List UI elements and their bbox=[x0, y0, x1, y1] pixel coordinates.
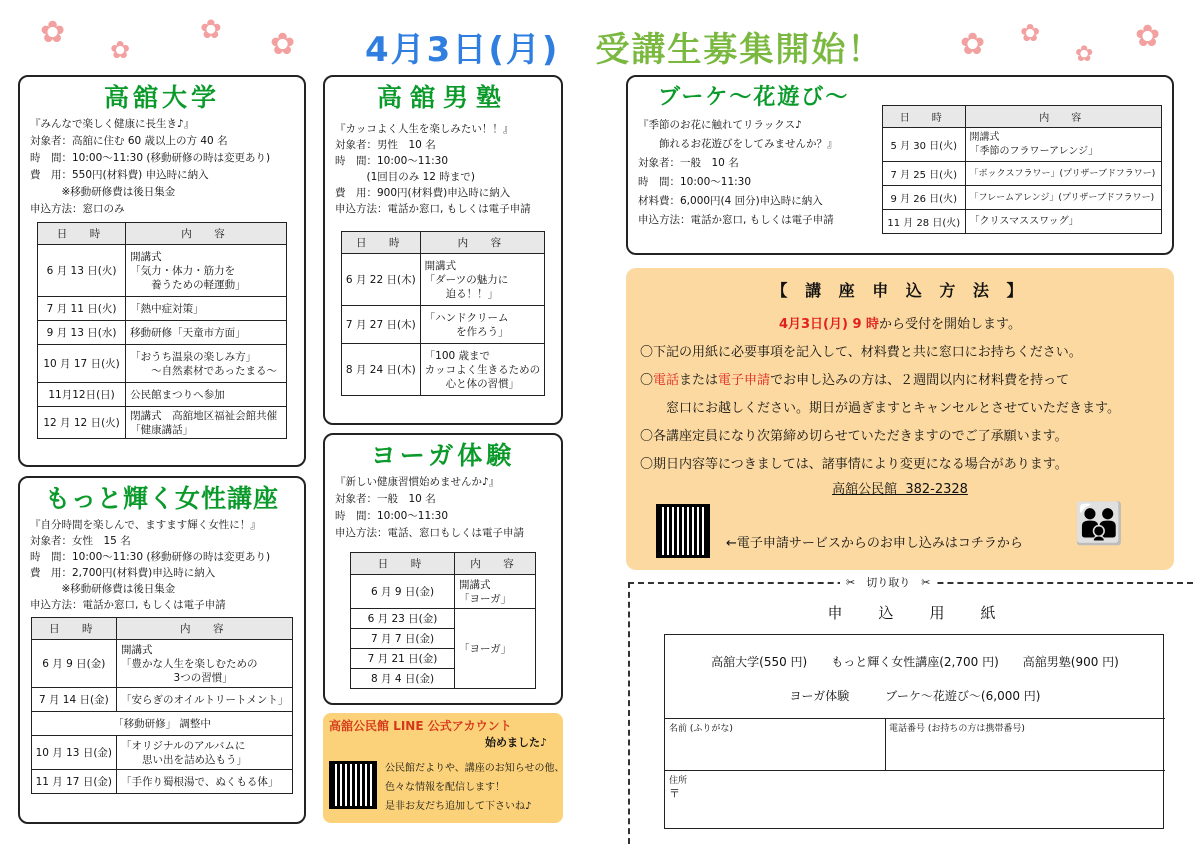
line-title: 高舘公民館 LINE 公式アカウント bbox=[329, 719, 512, 733]
method-line: 〇下記の用紙に必要事項を記入して、材料費と共に窓口にお持ちください。 bbox=[640, 345, 1082, 360]
danjuku-title: 高舘男塾 bbox=[376, 83, 509, 112]
address-field[interactable]: 住所 bbox=[669, 776, 688, 786]
phone-field[interactable]: 電話番号 (お持ちの方は携帯番号) bbox=[889, 724, 1025, 734]
method-line: 窓口にお越しください。期日が過ぎますとキャンセルとさせていただきます。 bbox=[640, 401, 1120, 416]
cut-line-label: ✂ 切り取り ✂ bbox=[840, 574, 936, 590]
daigaku-title: 高舘大学 bbox=[103, 83, 220, 112]
daigaku-info: 『みんなで楽しく健康に長生き♪』 対象者：高舘に住む 60 歳以上の方 40 名 時 間：10:00～11:30 (移動研修の時は変更あり) 費 用：550円(材料費) 申込時に納入 ※移動研修費は後日集金 申込方法：窓口のみ bbox=[30, 118, 271, 215]
form-title: 申 込 用 紙 bbox=[827, 604, 998, 622]
josei-panel bbox=[18, 476, 306, 824]
method-line: 〇各講座定員になり次第締め切らせていただきますのでご了承願います。 bbox=[640, 429, 1068, 444]
name-field[interactable]: 名前 (ふりがな) bbox=[669, 724, 733, 734]
flower-icon: ✿ bbox=[40, 15, 66, 50]
qr-caption: ←電子申請サービスからのお申し込みはコチラから bbox=[726, 536, 1023, 551]
josei-title: もっと輝く女性講座 bbox=[44, 484, 279, 513]
yoga-info: 『新しい健康習慣始めませんか♪』 対象者：一般 10 名 時 間：10:00～11:30 申込方法：電話、窓口もしくは電子申請 bbox=[335, 476, 524, 539]
people-illustration-icon: 👪 bbox=[1074, 501, 1124, 547]
course-options[interactable]: 高舘大学(550 円) もっと輝く女性講座(2,700 円) 高舘男塾(900 円) bbox=[711, 655, 1119, 669]
line-text: 公民館だよりや、講座のお知らせの他、 色々な情報を配信します！ 是非お友だち追加して下さいね♪ bbox=[385, 763, 565, 812]
page-title: 4月3日(月) 受講生募集開始！ bbox=[365, 30, 884, 70]
bouquet-info: 『季節のお花に触れてリラックス♪ 飾れるお花遊びをしてみませんか？』 対象者：一般 10 名 時 間：10:00～11:30 材料費：6,000円(4 回分)申込時に納入 申込方法：電話か窓口, もしくは電子申請 bbox=[638, 119, 838, 226]
yoga-panel bbox=[323, 433, 563, 705]
line-subtitle: 始めました♪ bbox=[484, 736, 547, 749]
josei-table: 日 時 内 容 6 月 9 日(金) 開講式 「豊かな人生を楽しむための 3つの習慣」 7 月 14 日(金) 「安らぎのオイルトリートメント」 「移動研修」 調整中 10 月 13 日(金) 「オリジナルのアルバムに 思い出を詰め込もう」 11 月 17 日(金) 「手作り蜀根湯で、ぬくもる体」 bbox=[31, 617, 294, 794]
flower-icon: ✿ bbox=[1135, 19, 1161, 54]
daigaku-panel bbox=[18, 75, 306, 467]
e-application-qr-code[interactable] bbox=[656, 504, 710, 558]
line-account-box bbox=[323, 713, 563, 823]
bouquet-table: 日 時 内 容 5 月 30 日(火) 開講式 「季節のフラワーアレンジ」 7 月 25 日(火) 「ボックスフラワー」(プリザーブドフラワー) 9 月 26 日(火) 「フレームアレンジ」(プリザーブドフラワー) 11 月 28 日(火) 「クリスマススワッグ」 bbox=[882, 105, 1162, 234]
danjuku-table: 日 時 内 容 6 月 22 日(木) 開講式 「ダーツの魅力に 迫る！！」 7 月 27 日(木) 「ハンドクリーム を作ろう」 8 月 24 日(木) 「100 歳まで カッコよく生きるための 心と体の習慣」 bbox=[341, 231, 545, 396]
line-qr-code[interactable] bbox=[329, 761, 377, 809]
method-title: 【 講 座 申 込 方 法 】 bbox=[771, 281, 1029, 300]
flower-icon: ✿ bbox=[270, 27, 296, 62]
bouquet-panel bbox=[626, 75, 1174, 255]
danjuku-panel bbox=[323, 75, 563, 425]
phone-number: 高舘公民館 382-2328 bbox=[832, 482, 968, 497]
zip-mark: 〒 bbox=[669, 787, 680, 800]
flower-icon: ✿ bbox=[1020, 19, 1041, 47]
yoga-table: 日 時 内 容 6 月 9 日(金) 開講式 「ヨーガ」 6 月 23 日(金) 「ヨーガ」 7 月 7 日(金) 7 月 21 日(金) 8 月 4 日(金) bbox=[350, 552, 536, 689]
josei-info: 『自分時間を楽しんで、ますます輝く女性に！』 対象者：女性 15 名 時 間：10:00～11:30 (移動研修の時は変更あり) 費 用：2,700円(材料費)申込時に納入 ※移動研修費は後日集金 申込方法：電話か窓口, もしくは電子申請 bbox=[30, 519, 271, 611]
method-line: 〇電話または電子申請でお申し込みの方は、２週間以内に材料費を持って bbox=[640, 373, 1070, 388]
flower-icon: ✿ bbox=[960, 27, 986, 62]
yoga-title: ヨーガ体験 bbox=[370, 441, 516, 470]
flower-icon: ✿ bbox=[110, 36, 131, 64]
method-line: 〇期日内容等につきましては、諸事情により変更になる場合があります。 bbox=[640, 457, 1068, 472]
flower-icon: ✿ bbox=[1075, 42, 1094, 67]
bouquet-title: ブーケ～花遊び～ bbox=[658, 85, 850, 110]
form-table bbox=[664, 634, 1164, 829]
flower-icon: ✿ bbox=[200, 15, 222, 45]
course-options[interactable]: ヨーガ体験 ブーケ～花遊び～(6,000 円) bbox=[789, 689, 1041, 703]
application-form bbox=[628, 576, 1193, 844]
application-method-box: 【 講 座 申 込 方 法 】 4月3日(月) 9 時から受付を開始します。 〇下記の用紙に必要事項を記入して、材料費と共に窓口にお持ちください。 〇電話または電子申請でお申し込みの方は、２週間以内に材料費を持って 窓口にお越しください。期日が過ぎますとキャンセルとさせていただきます。 〇各講座定員になり次第締め切らせていただきますのでご了承願います。 〇期日内容等につきましては、諸事情により変更になる場合があります。 高舘公民館 382-2328 ←電子申請サービスからのお申し込みはコチラから 👪 bbox=[626, 268, 1174, 570]
daigaku-table: 日 時 内 容 6 月 13 日(火) 開講式 「気力・体力・筋力を 養うための軽運動」 7 月 11 日(火) 「熱中症対策」 9 月 13 日(水) 移動研修「天童市方面」 10 月 17 日(火) 「おうち温泉の楽しみ方」 ～自然素材であったまる～ 11月12日(日) 公民館まつりへ参加 12 月 12 日(火) 閉講式 高舘地区福祉会館共催 「健康講話」 bbox=[37, 222, 287, 439]
danjuku-info: 『カッコよく人生を楽しみたい！！』 対象者：男性 10 名 時 間：10:00～11:30 (1回目のみ 12 時まで) 費 用：900円(材料費)申込時に納入 申込方法：電話か窓口, もしくは電子申請 bbox=[335, 123, 531, 215]
